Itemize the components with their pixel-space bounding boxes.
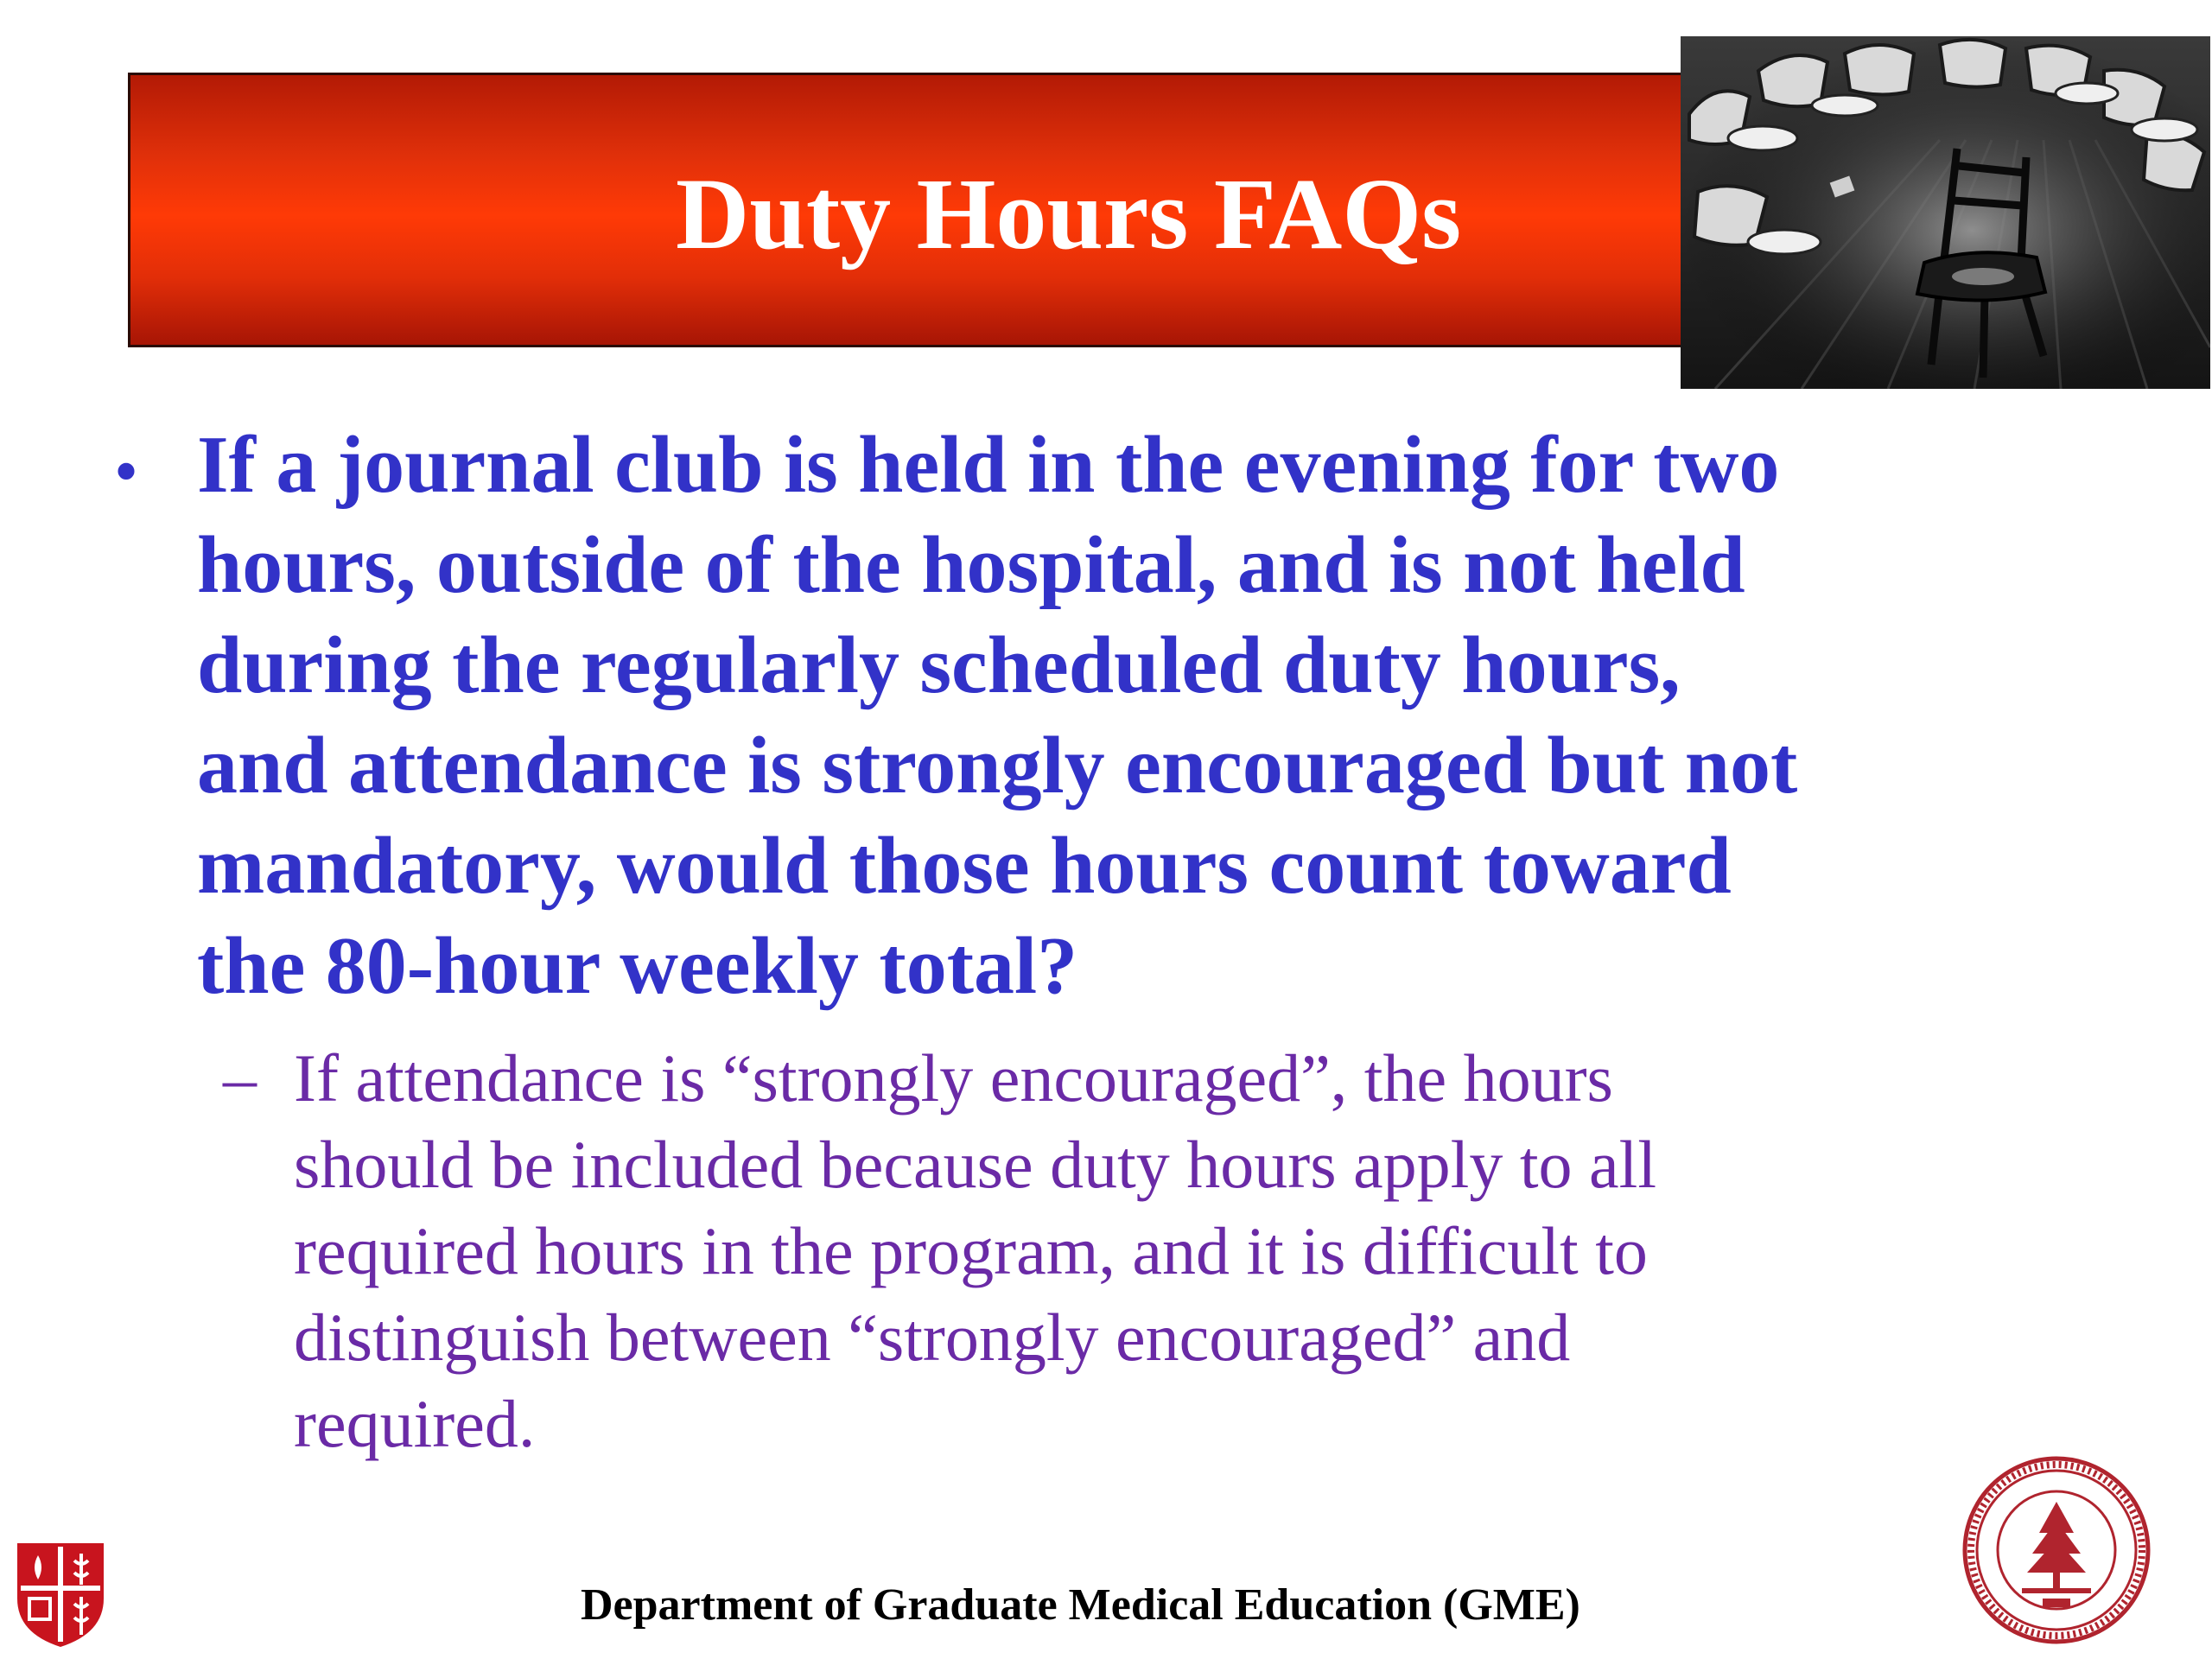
question-line: the 80-hour weekly total?	[197, 921, 1078, 1011]
footer	[0, 1580, 2212, 1631]
sub-bullet-dash: –	[223, 1040, 257, 1116]
question-line: hours, outside of the hospital, and is not held	[197, 520, 1745, 610]
question-line: mandatory, would those hours count toward	[197, 821, 1732, 911]
footer-text: Department of Graduate Medical Education (GME)	[581, 1580, 1580, 1630]
answer-text	[294, 1035, 2022, 1467]
answer-line: should be included because duty hours apply to all	[294, 1127, 1656, 1202]
university-seal	[1960, 1453, 2153, 1647]
answer-line: required.	[294, 1386, 536, 1461]
slide-title: Duty Hours FAQs	[676, 157, 1462, 270]
question-line: and attendance is strongly encouraged but not	[197, 721, 1798, 810]
bullet-point: •	[114, 434, 139, 510]
question-text	[197, 415, 2081, 1016]
answer-line: If attendance is “strongly encouraged”, the hours	[294, 1040, 1613, 1116]
answer-line: distinguish between “strongly encouraged” and	[294, 1300, 1571, 1375]
classroom-chairs-photo	[1681, 36, 2210, 389]
question-line: If a journal club is held in the evening for two	[197, 420, 1780, 510]
answer-line: required hours in the program, and it is difficult to	[294, 1213, 1648, 1288]
question-line: during the regularly scheduled duty hours,	[197, 620, 1681, 710]
